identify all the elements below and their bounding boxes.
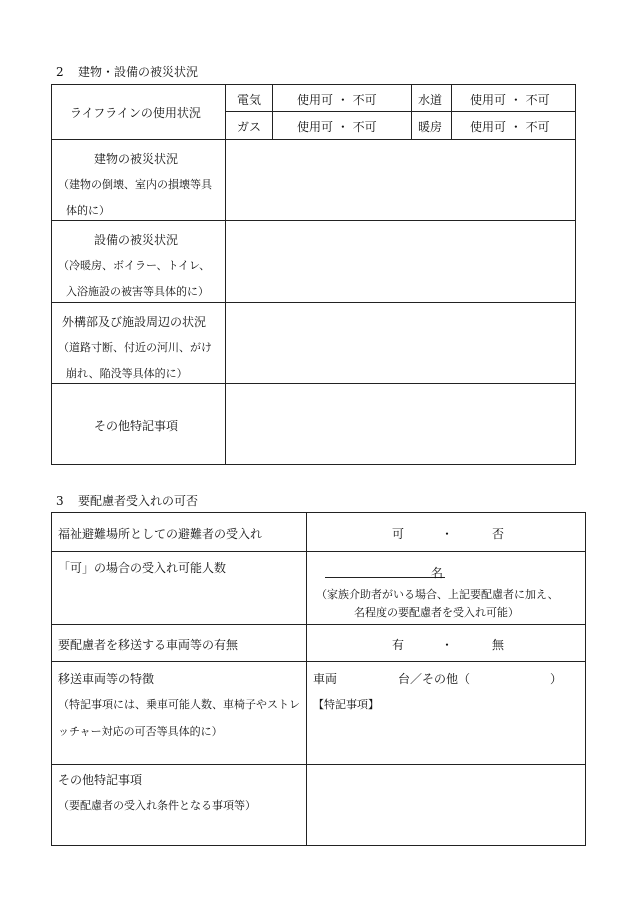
shelter-accept-no[interactable]: 否 xyxy=(492,527,505,541)
lifeline-heating: 暖房 xyxy=(418,120,443,134)
building-damage-title: 建物の被災状況 xyxy=(94,152,179,166)
capacity-note-1: （家族介助者がいる場合、上記要配慮者に加え、 xyxy=(316,588,559,601)
section-2-heading: 建物・設備の被災状況 xyxy=(78,65,199,79)
equipment-damage-note-1: （冷暖房、ボイラー、トイレ、 xyxy=(58,259,211,272)
vehicle-count-label: 車両 xyxy=(313,672,338,686)
section-2-title xyxy=(56,63,198,80)
exterior-status-title: 外構部及び施設周辺の状況 xyxy=(62,315,207,329)
transport-vehicle-label: 要配慮者を移送する車両等の有無 xyxy=(58,638,239,652)
section-2-number: 2 xyxy=(56,65,64,79)
lifeline-gas-status: 使用可 ・ 不可 xyxy=(297,120,377,134)
acceptance-other-label: その他特記事項 xyxy=(58,773,143,787)
shelter-accept-yes[interactable]: 可 xyxy=(392,527,405,541)
building-damage-note-2: 体的に） xyxy=(66,204,110,217)
equipment-damage-title: 設備の被災状況 xyxy=(94,233,179,247)
capacity-label: 「可」の場合の受入れ可能人数 xyxy=(58,561,227,575)
lifeline-gas: ガス xyxy=(237,120,262,134)
other-notes-title: その他特記事項 xyxy=(94,419,179,433)
exterior-status-note-2: 崩れ、陥没等具体的に） xyxy=(66,367,188,380)
vehicle-features-note-2: ッチャー対応の可否等具体的に） xyxy=(58,725,223,738)
section-3-title xyxy=(56,492,198,509)
vehicle-other-close: ） xyxy=(550,672,563,686)
vehicle-available-yes[interactable]: 有 xyxy=(392,638,405,652)
vehicle-other-label: 台／その他（ xyxy=(398,672,471,686)
vehicle-available-dot: ・ xyxy=(441,638,454,652)
lifeline-electricity: 電気 xyxy=(237,93,262,107)
vehicle-available-no[interactable]: 無 xyxy=(492,638,505,652)
other-notes-field[interactable] xyxy=(226,384,575,464)
vehicle-special-notes-label: 【特記事項】 xyxy=(313,698,379,711)
vehicle-features-field[interactable] xyxy=(307,662,585,764)
lifeline-water: 水道 xyxy=(418,93,443,107)
vehicle-features-label: 移送車両等の特徴 xyxy=(58,672,155,686)
lifeline-water-status: 使用可 ・ 不可 xyxy=(470,93,550,107)
acceptance-other-field[interactable] xyxy=(307,765,585,845)
shelter-acceptance-label: 福祉避難場所としての避難者の受入れ xyxy=(58,527,263,541)
section-3-number: 3 xyxy=(56,494,64,508)
lifeline-heating-status: 使用可 ・ 不可 xyxy=(470,120,550,134)
lifeline-electricity-status: 使用可 ・ 不可 xyxy=(297,93,377,107)
acceptance-other-note: （要配慮者の受入れ条件となる事項等） xyxy=(58,799,256,812)
shelter-accept-dot: ・ xyxy=(441,527,454,541)
equipment-damage-note-2: 入浴施設の被害等具体的に） xyxy=(66,285,209,298)
building-damage-field[interactable] xyxy=(226,140,575,220)
capacity-input-line[interactable] xyxy=(325,577,445,578)
capacity-unit: 名 xyxy=(431,566,444,580)
equipment-damage-field[interactable] xyxy=(226,221,575,302)
building-damage-note-1: （建物の倒壊、室内の損壊等具 xyxy=(58,178,212,191)
vehicle-features-note-1: （特記事項には、乗車可能人数、車椅子やストレ xyxy=(58,698,300,711)
lifeline-label: ライフラインの使用状況 xyxy=(70,106,201,120)
exterior-status-field[interactable] xyxy=(226,303,575,383)
exterior-status-note-1: （道路寸断、付近の河川、がけ xyxy=(58,341,212,354)
section-3-heading: 要配慮者受入れの可否 xyxy=(78,494,199,508)
capacity-note-2: 名程度の要配慮者を受入れ可能） xyxy=(354,606,519,619)
